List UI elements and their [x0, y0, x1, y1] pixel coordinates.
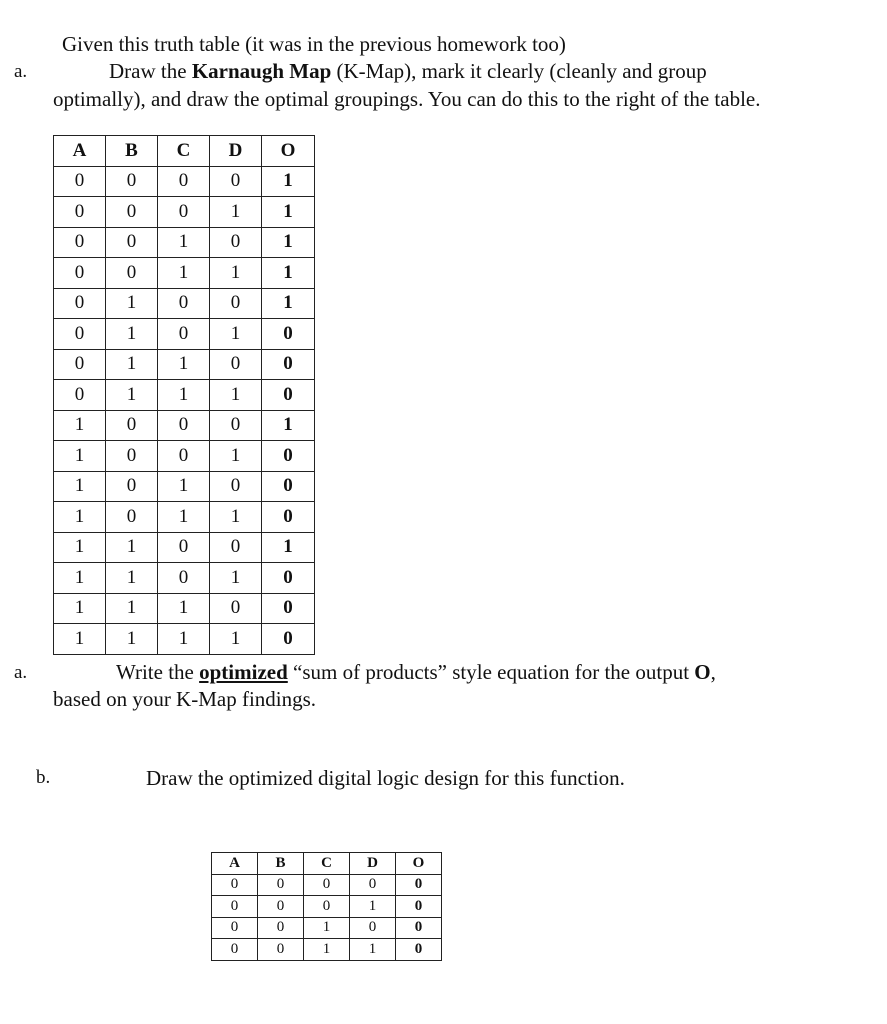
question-a2-line1: [54, 659, 716, 686]
truth-table-row: [54, 258, 315, 289]
truth-table-cell-c: 1: [158, 471, 210, 502]
truth-table-cell-d: 1: [210, 380, 262, 411]
truth-table-row: [54, 380, 315, 411]
small-table-row: [212, 896, 442, 918]
truth-table: [53, 135, 315, 655]
truth-table-cell-d: 1: [210, 441, 262, 472]
truth-table-cell-o: 1: [262, 227, 315, 258]
truth-table-cell-b: 1: [106, 319, 158, 350]
truth-table-cell-a: 1: [54, 532, 106, 563]
question-a2-line1-mid: “sum of products” style equation for the output: [287, 660, 695, 684]
truth-table-cell-o: 0: [262, 563, 315, 594]
truth-table-cell-c: 1: [158, 624, 210, 655]
truth-table-cell-a: 1: [54, 471, 106, 502]
truth-table-cell-c: 0: [158, 197, 210, 228]
truth-table-cell-b: 1: [106, 624, 158, 655]
small-table-cell-d: 0: [350, 917, 396, 939]
truth-table-cell-b: 1: [106, 563, 158, 594]
truth-table-cell-d: 1: [210, 502, 262, 533]
truth-table-cell-c: 0: [158, 319, 210, 350]
small-table-cell-d: 1: [350, 939, 396, 961]
truth-table-cell-d: 0: [210, 227, 262, 258]
truth-table-row: [54, 197, 315, 228]
truth-table-cell-b: 1: [106, 380, 158, 411]
truth-table-cell-b: 0: [106, 258, 158, 289]
small-table-cell-c: 0: [304, 874, 350, 896]
truth-table-cell-c: 0: [158, 410, 210, 441]
truth-table-cell-o: 0: [262, 471, 315, 502]
truth-table-cell-o: 1: [262, 288, 315, 319]
truth-table-cell-a: 1: [54, 410, 106, 441]
truth-table-cell-o: 0: [262, 349, 315, 380]
small-truth-table-body: [212, 874, 442, 960]
truth-table-cell-b: 0: [106, 227, 158, 258]
truth-table-cell-b: 1: [106, 532, 158, 563]
truth-table-row: [54, 349, 315, 380]
truth-table-cell-c: 0: [158, 288, 210, 319]
truth-table-header-d: D: [210, 136, 262, 167]
truth-table-cell-d: 0: [210, 471, 262, 502]
truth-table-row: [54, 471, 315, 502]
truth-table-cell-a: 1: [54, 441, 106, 472]
truth-table-cell-o: 0: [262, 624, 315, 655]
small-table-cell-a: 0: [212, 939, 258, 961]
truth-table-cell-c: 1: [158, 349, 210, 380]
small-table-cell-o: 0: [396, 896, 442, 918]
truth-table-cell-d: 0: [210, 593, 262, 624]
truth-table-cell-a: 0: [54, 227, 106, 258]
small-table-header-o: O: [396, 853, 442, 875]
small-truth-table-header-row: [212, 853, 442, 875]
truth-table-cell-o: 1: [262, 410, 315, 441]
truth-table-cell-b: 0: [106, 410, 158, 441]
output-o-term: O: [694, 660, 711, 684]
small-table-row: [212, 917, 442, 939]
truth-table-cell-a: 0: [54, 319, 106, 350]
question-a1-line1: Given this truth table (it was in the previous homework too): [62, 32, 566, 56]
truth-table-header-a: A: [54, 136, 106, 167]
truth-table-row: [54, 227, 315, 258]
truth-table-row: [54, 166, 315, 197]
small-table-cell-c: 1: [304, 939, 350, 961]
truth-table-cell-b: 1: [106, 349, 158, 380]
question-a2-line1-pre: Write the: [116, 660, 200, 684]
truth-table-cell-d: 1: [210, 563, 262, 594]
item-marker-b: b.: [36, 767, 51, 788]
truth-table-cell-c: 0: [158, 166, 210, 197]
truth-table-row: [54, 288, 315, 319]
small-table-cell-c: 1: [304, 917, 350, 939]
question-a1-line2: [54, 58, 707, 85]
question-b: [54, 765, 625, 792]
item-marker-a2: a.: [14, 662, 28, 683]
small-table-cell-d: 1: [350, 896, 396, 918]
truth-table-cell-a: 0: [54, 349, 106, 380]
truth-table-cell-a: 0: [54, 288, 106, 319]
truth-table-cell-d: 0: [210, 349, 262, 380]
truth-table-cell-b: 1: [106, 288, 158, 319]
truth-table-header-row: [54, 136, 315, 167]
optimized-term: optimized: [199, 660, 288, 684]
truth-table-cell-b: 0: [106, 471, 158, 502]
truth-table-header-o: O: [262, 136, 315, 167]
small-table-cell-c: 0: [304, 896, 350, 918]
truth-table-cell-d: 0: [210, 410, 262, 441]
truth-table-cell-c: 1: [158, 593, 210, 624]
small-table-cell-o: 0: [396, 874, 442, 896]
small-table-header-b: B: [258, 853, 304, 875]
truth-table-row: [54, 532, 315, 563]
truth-table-cell-d: 0: [210, 532, 262, 563]
truth-table-cell-o: 1: [262, 166, 315, 197]
truth-table-cell-d: 1: [210, 258, 262, 289]
small-table-cell-b: 0: [258, 917, 304, 939]
small-table-cell-a: 0: [212, 874, 258, 896]
truth-table-cell-a: 0: [54, 258, 106, 289]
small-table-header-c: C: [304, 853, 350, 875]
truth-table-cell-a: 0: [54, 197, 106, 228]
truth-table-row: [54, 593, 315, 624]
truth-table-header-b: B: [106, 136, 158, 167]
question-a1-line2-pre: Draw the: [109, 59, 192, 83]
truth-table-header-c: C: [158, 136, 210, 167]
small-table-cell-d: 0: [350, 874, 396, 896]
truth-table-cell-c: 1: [158, 227, 210, 258]
truth-table-cell-o: 1: [262, 532, 315, 563]
small-table-header-d: D: [350, 853, 396, 875]
small-table-cell-b: 0: [258, 874, 304, 896]
truth-table-cell-d: 1: [210, 624, 262, 655]
small-table-cell-a: 0: [212, 896, 258, 918]
small-table-row: [212, 874, 442, 896]
truth-table-cell-o: 0: [262, 502, 315, 533]
truth-table-cell-d: 1: [210, 197, 262, 228]
question-a1-line3: optimally), and draw the optimal groupings. You can do this to the right of the table.: [53, 87, 761, 111]
karnaugh-map-term: Karnaugh Map: [191, 59, 332, 83]
truth-table-cell-d: 1: [210, 319, 262, 350]
small-table-cell-o: 0: [396, 939, 442, 961]
small-table-header-a: A: [212, 853, 258, 875]
item-marker-a1: a.: [14, 61, 28, 82]
truth-table-row: [54, 410, 315, 441]
truth-table-cell-o: 0: [262, 593, 315, 624]
truth-table-cell-a: 1: [54, 502, 106, 533]
truth-table-cell-o: 1: [262, 197, 315, 228]
truth-table-cell-a: 1: [54, 624, 106, 655]
question-a2-line1-end: ,: [710, 660, 716, 684]
truth-table-cell-a: 1: [54, 593, 106, 624]
truth-table-row: [54, 441, 315, 472]
truth-table-cell-b: 0: [106, 166, 158, 197]
truth-table-row: [54, 502, 315, 533]
truth-table-cell-a: 0: [54, 166, 106, 197]
truth-table-cell-o: 0: [262, 441, 315, 472]
truth-table-cell-c: 1: [158, 380, 210, 411]
small-table-cell-b: 0: [258, 896, 304, 918]
truth-table-cell-c: 1: [158, 502, 210, 533]
truth-table-cell-o: 0: [262, 380, 315, 411]
question-b-text: Draw the optimized digital logic design for this function.: [146, 766, 625, 790]
truth-table-cell-a: 1: [54, 563, 106, 594]
question-a1-line2-post: (K-Map), mark it clearly (cleanly and group: [331, 59, 707, 83]
truth-table-cell-d: 0: [210, 288, 262, 319]
truth-table-row: [54, 624, 315, 655]
truth-table-cell-c: 1: [158, 258, 210, 289]
small-table-cell-b: 0: [258, 939, 304, 961]
truth-table-cell-c: 0: [158, 532, 210, 563]
truth-table-cell-b: 1: [106, 593, 158, 624]
truth-table-cell-o: 0: [262, 319, 315, 350]
small-table-cell-o: 0: [396, 917, 442, 939]
truth-table-row: [54, 563, 315, 594]
small-table-cell-a: 0: [212, 917, 258, 939]
truth-table-cell-b: 0: [106, 197, 158, 228]
truth-table-cell-c: 0: [158, 563, 210, 594]
truth-table-body: [54, 166, 315, 654]
truth-table-row: [54, 319, 315, 350]
question-a2-line2: based on your K-Map findings.: [53, 687, 317, 711]
small-truth-table: [211, 852, 442, 961]
truth-table-cell-a: 0: [54, 380, 106, 411]
truth-table-cell-b: 0: [106, 502, 158, 533]
small-table-row: [212, 939, 442, 961]
truth-table-cell-o: 1: [262, 258, 315, 289]
truth-table-cell-d: 0: [210, 166, 262, 197]
truth-table-cell-b: 0: [106, 441, 158, 472]
truth-table-cell-c: 0: [158, 441, 210, 472]
